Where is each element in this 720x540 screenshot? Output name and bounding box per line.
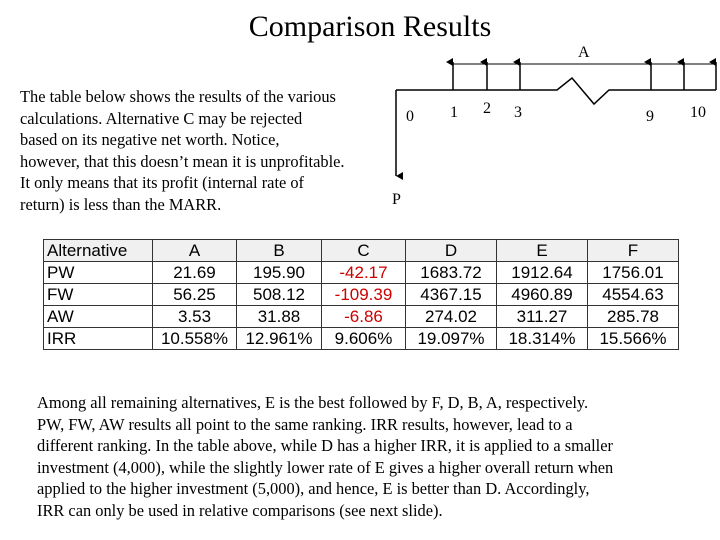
table-cell: 9.606% <box>322 328 406 350</box>
column-header: F <box>588 240 679 262</box>
table-cell: 1683.72 <box>406 262 497 284</box>
table-cell: 19.097% <box>406 328 497 350</box>
table-cell: 3.53 <box>153 306 237 328</box>
period-label: 3 <box>514 104 522 121</box>
time-axis <box>396 78 716 104</box>
table-row <box>44 306 679 328</box>
table-row <box>44 262 679 284</box>
table-cell-negative: -109.39 <box>322 284 406 306</box>
row-header: IRR <box>44 328 153 350</box>
period-label: 2 <box>483 100 491 117</box>
intro-line: based on its negative net worth. Notice, <box>20 130 280 149</box>
table-cell: 195.90 <box>237 262 322 284</box>
column-header: A <box>153 240 237 262</box>
table-cell: 311.27 <box>497 306 588 328</box>
conclusion-line: IRR can only be used in relative comparisons (see next slide). <box>37 500 443 520</box>
table-cell-negative: -42.17 <box>322 262 406 284</box>
table-cell: 18.314% <box>497 328 588 350</box>
table-cell: 31.88 <box>237 306 322 328</box>
table-cell: 12.961% <box>237 328 322 350</box>
cash-flow-diagram <box>0 0 720 240</box>
table-cell: 56.25 <box>153 284 237 306</box>
table-cell: 1912.64 <box>497 262 588 284</box>
intro-line: return) is less than the MARR. <box>20 194 222 214</box>
present-value-label: P <box>392 191 401 208</box>
column-header: D <box>406 240 497 262</box>
table-cell: 4367.15 <box>406 284 497 306</box>
intro-line: calculations. Alternative C may be rejected <box>20 108 303 128</box>
period-label: 1 <box>450 104 458 121</box>
conclusion-paragraph <box>37 392 697 521</box>
table-cell: 1756.01 <box>588 262 679 284</box>
row-header: PW <box>44 262 153 284</box>
column-header: E <box>497 240 588 262</box>
period-label: 0 <box>406 108 414 125</box>
corner-header: Alternative <box>44 240 153 262</box>
intro-line: however, that this doesn’t mean it is unprofitable. <box>20 151 345 171</box>
row-header: FW <box>44 284 153 306</box>
row-header: AW <box>44 306 153 328</box>
intro-line: The table below shows the results of the various <box>20 87 336 106</box>
table-header-row <box>44 240 679 262</box>
table-cell: 4554.63 <box>588 284 679 306</box>
conclusion-line: different ranking. In the table above, while D has a higher IRR, it is applied to a smaller <box>37 436 613 455</box>
conclusion-line: applied to the higher investment (5,000), and hence, E is better than D. Accordingly, <box>37 479 590 498</box>
slide-title: Comparison Results <box>248 10 492 43</box>
column-header: C <box>322 240 406 262</box>
conclusion-line: PW, FW, AW results all point to the same ranking. IRR results, however, lead to a <box>37 414 573 434</box>
table-cell: 15.566% <box>588 328 679 350</box>
table-cell: 274.02 <box>406 306 497 328</box>
table-cell: 10.558% <box>153 328 237 350</box>
intro-line: It only means that its profit (internal rate of <box>20 173 305 192</box>
conclusion-line: investment (4,000), while the slightly lower rate of E gives a higher overall return when <box>37 457 614 477</box>
annuity-label: A <box>578 44 590 61</box>
table-cell: 508.12 <box>237 284 322 306</box>
table-row <box>44 328 679 350</box>
table-row <box>44 284 679 306</box>
results-table <box>43 239 679 350</box>
table-cell-negative: -6.86 <box>322 306 406 328</box>
period-label: 10 <box>690 104 706 121</box>
table-cell: 285.78 <box>588 306 679 328</box>
table-cell: 21.69 <box>153 262 237 284</box>
column-header: B <box>237 240 322 262</box>
conclusion-line: Among all remaining alternatives, E is the best followed by F, D, B, A, respectively. <box>37 393 589 412</box>
period-label: 9 <box>646 108 654 125</box>
table-cell: 4960.89 <box>497 284 588 306</box>
